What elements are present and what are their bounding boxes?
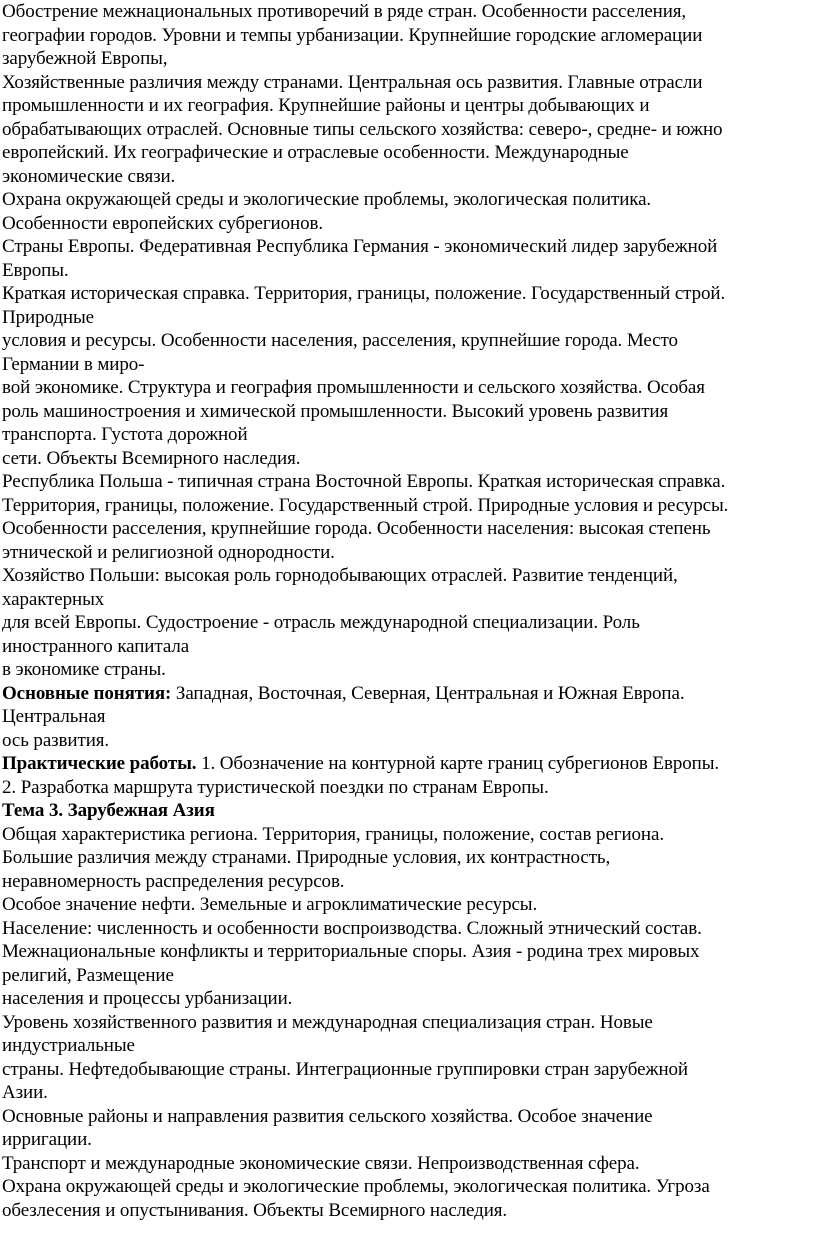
paragraph-asia-environment (2, 1175, 814, 1222)
text-line (2, 682, 814, 706)
text-line: Хозяйство Польши: высокая роль горнодобывающих отраслей. Развитие тенденций, (2, 565, 678, 586)
text-line: Транспорт и международные экономические связи. Непроизводственная сфера. (2, 1152, 640, 1174)
text-line: для всей Европы. Судостроение - отрасль международной специализации. Роль (2, 612, 640, 633)
paragraph-asia-transport (2, 1152, 814, 1176)
text-line: Азии. (2, 1082, 48, 1103)
text-line: Уровень хозяйственного развития и международная специализация стран. Новые (2, 1011, 653, 1033)
text-line: этнической и религиозной однородности. (2, 541, 335, 563)
text-line: Охрана окружающей среды и экологические проблемы, экологическая политика. (2, 189, 652, 210)
text-line: географии городов. Уровни и темпы урбанизации. Крупнейшие городские агломерации (2, 24, 703, 46)
text-line: ось развития. (2, 729, 110, 751)
paragraph-oil-resources (2, 893, 814, 917)
text-line: в экономике страны. (2, 659, 166, 680)
text-line: Особенности европейских субрегионов. (2, 212, 324, 234)
text-line: ирригации. (2, 1129, 92, 1150)
text-line: Хозяйственные различия между странами. Центральная ось развития. Главные отрасли (2, 71, 703, 93)
text-line: 2. Разработка маршрута туристической поездки по странам Европы. (2, 776, 549, 798)
paragraph-asia-overview (2, 823, 814, 894)
paragraph-asia-economy (2, 1011, 814, 1105)
heading-topic-3-asia: Тема 3. Зарубежная Азия (2, 800, 215, 821)
text-line: Страны Европы. Федеративная Республика Германия - экономический лидер зарубежной (2, 236, 718, 257)
practical-works-label: Практические работы. (2, 753, 197, 774)
key-concepts-text: Западная, Восточная, Северная, Центральная и Южная Европа. (171, 682, 685, 704)
paragraph-germany-leader (2, 235, 814, 282)
text-line: религий, Размещение (2, 964, 174, 986)
text-line: обрабатывающих отраслей. Основные типы сельского хозяйства: северо-, средне- и южно (2, 118, 723, 140)
paragraph-practical-works (2, 752, 814, 799)
paragraph-asia-agriculture (2, 1105, 814, 1152)
text-line: Природные (2, 306, 94, 328)
text-line: Особенности расселения, крупнейшие города. Особенности населения: высокая степень (2, 518, 711, 539)
text-line: населения и процессы урбанизации. (2, 988, 293, 1009)
text-line: европейский. Их географические и отраслевые особенности. Международные (2, 142, 629, 163)
text-line: Европы. (2, 259, 69, 281)
text-line: Центральная (2, 706, 106, 727)
practical-works-text: 1. Обозначение на контурной карте границ субрегионов Европы. (196, 753, 720, 774)
paragraph-key-concepts (2, 682, 814, 753)
text-line: сети. Объекты Всемирного наследия. (2, 447, 301, 469)
text-line: Особое значение нефти. Земельные и агроклиматические ресурсы. (2, 894, 538, 915)
text-line: индустриальные (2, 1035, 135, 1056)
text-line: вой экономике. Структура и география промышленности и сельского хозяйства. Особая (2, 377, 705, 398)
text-line (2, 752, 814, 776)
text-line: транспорта. Густота дорожной (2, 424, 248, 445)
key-concepts-label: Основные понятия: (2, 682, 172, 704)
text-line: иностранного капитала (2, 635, 190, 657)
text-line: неравномерность распределения ресурсов. (2, 870, 345, 892)
text-line: Краткая историческая справка. Территория, границы, положение. Государственный строй. (2, 283, 726, 304)
text-line: Территория, границы, положение. Государственный строй. Природные условия и ресурсы. (2, 494, 729, 516)
paragraph-ethnic-conflicts (2, 0, 814, 71)
text-line: Межнациональные конфликты и территориальные споры. Азия - родина трех мировых (2, 941, 700, 962)
section-heading (2, 799, 814, 823)
text-line: страны. Нефтедобывающие страны. Интеграционные группировки стран зарубежной (2, 1058, 688, 1080)
text-line: условия и ресурсы. Особенности населения, расселения, крупнейшие города. Место (2, 330, 678, 351)
paragraph-economic-differences (2, 71, 814, 189)
text-line: Обострение межнациональных противоречий в ряде стран. Особенности расселения, (2, 1, 687, 22)
text-line: промышленности и их география. Крупнейшие районы и центры добывающих и (2, 95, 650, 116)
text-line: Общая характеристика региона. Территория, границы, положение, состав региона. (2, 823, 664, 845)
paragraph-germany-details (2, 282, 814, 470)
text-line: зарубежной Европы, (2, 48, 168, 69)
text-line: Население: численность и особенности воспроизводства. Сложный этнический состав. (2, 917, 702, 939)
text-line: экономические связи. (2, 165, 176, 187)
paragraph-asia-population (2, 917, 814, 1011)
paragraph-environment-europe (2, 188, 814, 235)
text-line: характерных (2, 588, 105, 610)
text-line: Республика Польша - типичная страна Восточной Европы. Краткая историческая справка. (2, 471, 726, 492)
text-line: обезлесения и опустынивания. Объекты Всемирного наследия. (2, 1199, 508, 1221)
text-line: Основные районы и направления развития сельского хозяйства. Особое значение (2, 1105, 653, 1127)
paragraph-poland-economy (2, 564, 814, 682)
text-line: Германии в миро- (2, 353, 145, 375)
text-line: Большие различия между странами. Природные условия, их контрастность, (2, 847, 611, 868)
paragraph-poland-overview (2, 470, 814, 564)
text-line: Охрана окружающей среды и экологические проблемы, экологическая политика. Угроза (2, 1176, 710, 1197)
text-line: роль машиностроения и химической промышленности. Высокий уровень развития (2, 400, 669, 422)
